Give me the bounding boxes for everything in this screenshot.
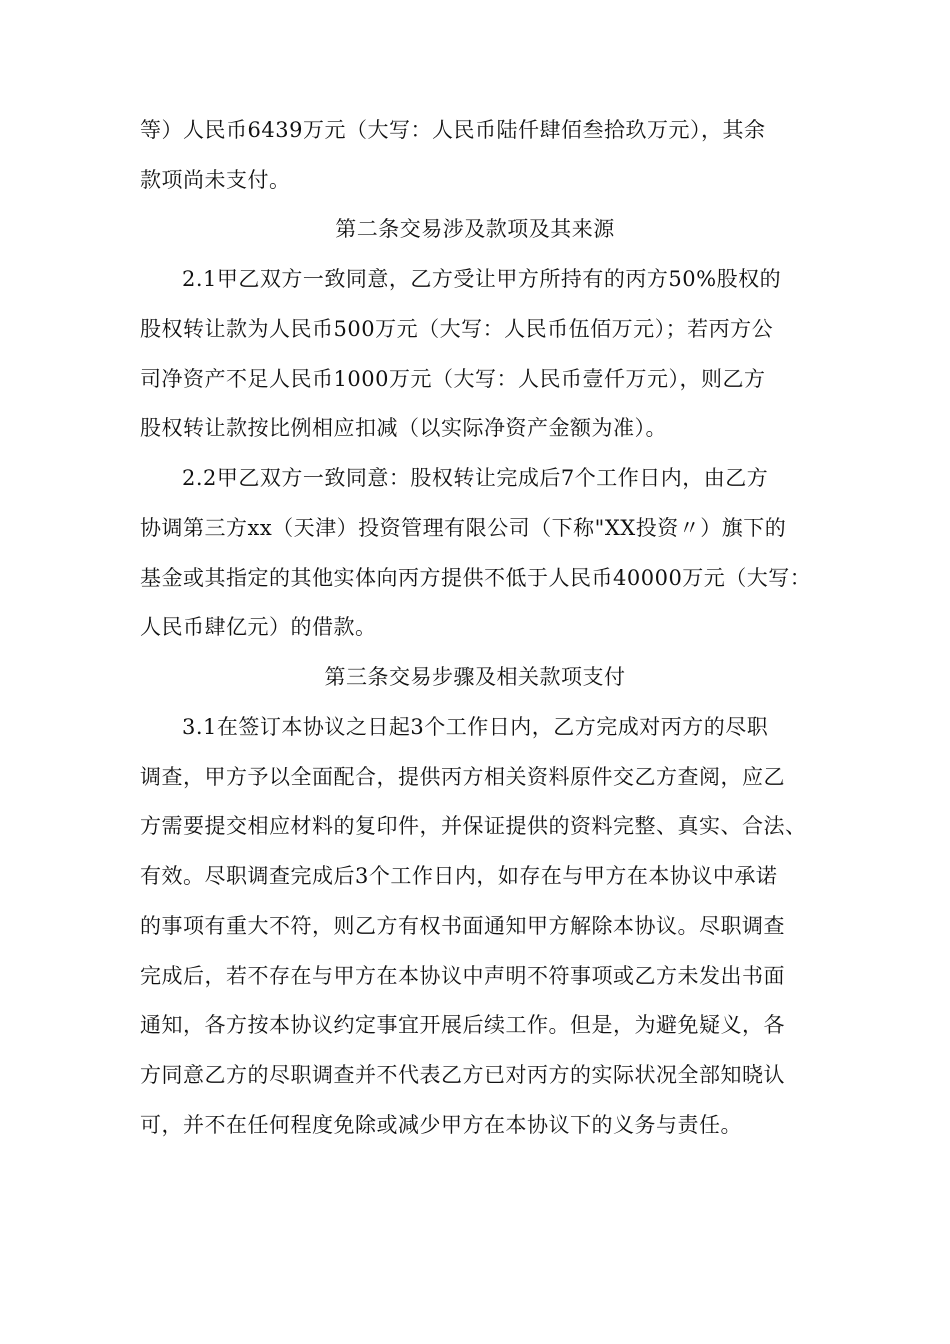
paragraph-line: 司净资产不足人民币1000万元（大写：人民币壹仟万元），则乙方 bbox=[140, 367, 766, 391]
paragraph-line: 人民币肆亿元）的借款。 bbox=[140, 615, 377, 639]
paragraph-line: 2.2甲乙双方一致同意：股权转让完成后7个工作日内，由乙方 bbox=[182, 466, 769, 490]
paragraph-line: 协调第三方xx（天津）投资管理有限公司（下称"XX投资〃）旗下的 bbox=[140, 516, 787, 540]
paragraph-line: 的事项有重大不符，则乙方有权书面通知甲方解除本协议。尽职调查 bbox=[140, 914, 785, 938]
paragraph-line: 方同意乙方的尽职调查并不代表乙方已对丙方的实际状况全部知晓认 bbox=[140, 1063, 785, 1087]
paragraph-line: 调查，甲方予以全面配合，提供丙方相关资料原件交乙方查阅，应乙 bbox=[140, 765, 785, 789]
paragraph-line: 方需要提交相应材料的复印件，并保证提供的资料完整、真实、合法、 bbox=[140, 814, 807, 838]
paragraph-line: 通知，各方按本协议约定事宜开展后续工作。但是，为避免疑义，各 bbox=[140, 1013, 785, 1037]
paragraph-line: 可，并不在任何程度免除或减少甲方在本协议下的义务与责任。 bbox=[140, 1113, 742, 1137]
paragraph-line: 股权转让款为人民币500万元（大写：人民币伍佰万元）；若丙方公 bbox=[140, 317, 774, 341]
paragraph-line: 基金或其指定的其他实体向丙方提供不低于人民币40000万元（大写： bbox=[140, 566, 812, 590]
paragraph-line: 股权转让款按比例相应扣减（以实际净资产金额为准）。 bbox=[140, 416, 667, 440]
paragraph-line: 完成后，若不存在与甲方在本协议中声明不符事项或乙方未发出书面 bbox=[140, 964, 785, 988]
paragraph-line: 款项尚未支付。 bbox=[140, 168, 291, 192]
paragraph-line: 2.1甲乙双方一致同意，乙方受让甲方所持有的丙方50%股权的 bbox=[182, 267, 782, 291]
section-heading-3: 第三条交易步骤及相关款项支付 bbox=[324, 665, 626, 689]
paragraph-line: 有效。尽职调查完成后3个工作日内，如存在与甲方在本协议中承诺 bbox=[140, 864, 778, 888]
paragraph-line: 等）人民币6439万元（大写：人民币陆仟肆佰叁拾玖万元），其余 bbox=[140, 118, 766, 142]
section-heading-2: 第二条交易涉及款项及其来源 bbox=[335, 217, 615, 241]
paragraph-line: 3.1在签订本协议之日起3个工作日内，乙方完成对丙方的尽职 bbox=[182, 715, 769, 739]
